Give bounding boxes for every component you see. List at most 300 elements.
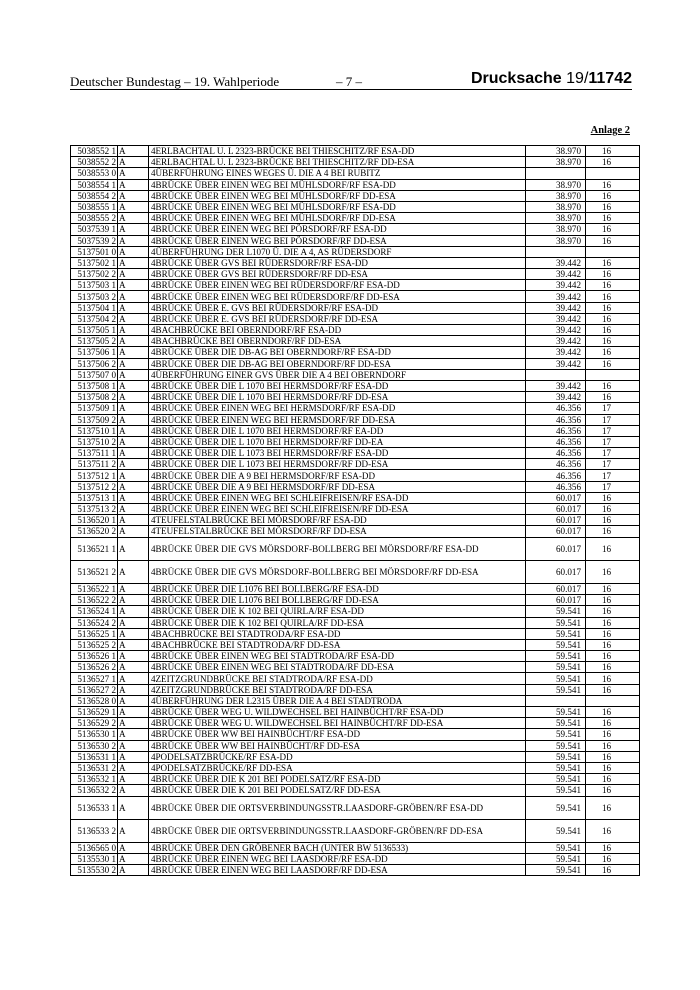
value-cell: 39.442	[526, 257, 586, 268]
road-number-cell: 4	[149, 459, 154, 470]
code-cell: 16	[586, 392, 640, 403]
value-cell: 39.442	[526, 325, 586, 336]
table-row	[71, 729, 640, 740]
table-row	[71, 651, 640, 662]
structure-name-cell: BRÜCKE ÜBER EINEN WEG BEI RÜDERSDORF/RF ESA-DD	[154, 280, 526, 291]
page-header	[70, 70, 632, 90]
value-cell	[526, 168, 586, 179]
road-number-cell: 4	[149, 762, 154, 773]
table-row	[71, 291, 640, 302]
structure-name-cell: BRÜCKE ÜBER WEG U. WILDWECHSEL BEI HAINBÜCHT/RF DD-ESA	[154, 718, 526, 729]
road-number-cell: 4	[149, 560, 154, 583]
structure-id-cell: 5137501 0	[71, 246, 118, 257]
road-number-cell: 4	[149, 740, 154, 751]
structure-name-cell: BACHBRÜCKE BEI OBERNDORF/RF DD-ESA	[154, 336, 526, 347]
class-cell: A	[118, 347, 149, 358]
value-cell: 59.541	[526, 774, 586, 785]
road-number-cell: 4	[149, 526, 154, 537]
code-cell: 16	[586, 729, 640, 740]
structure-name-cell: BRÜCKE ÜBER EINEN WEG BEI MÜHLSDORF/RF DD-ESA	[154, 190, 526, 201]
table-row	[71, 246, 640, 257]
table-row	[71, 448, 640, 459]
table-row	[71, 201, 640, 212]
table-row	[71, 146, 640, 157]
road-number-cell: 4	[149, 201, 154, 212]
table-row	[71, 639, 640, 650]
value-cell: 59.541	[526, 796, 586, 819]
code-cell: 16	[586, 325, 640, 336]
structure-id-cell: 5137504 1	[71, 302, 118, 313]
code-cell	[586, 369, 640, 380]
class-cell: A	[118, 560, 149, 583]
road-number-cell: 4	[149, 325, 154, 336]
value-cell: 59.541	[526, 673, 586, 684]
table-row	[71, 718, 640, 729]
structure-id-cell: 5136565 0	[71, 842, 118, 853]
structure-name-cell: ZEITZGRUNDBRÜCKE BEI STADTRODA/RF DD-ESA	[154, 684, 526, 695]
code-cell: 17	[586, 470, 640, 481]
value-cell: 38.970	[526, 235, 586, 246]
structure-name-cell: BRÜCKE ÜBER DIE L 1070 BEI HERMSDORF/RF ESA-DD	[154, 380, 526, 391]
road-number-cell: 4	[149, 302, 154, 313]
road-number-cell: 4	[149, 583, 154, 594]
road-number-cell: 4	[149, 785, 154, 796]
structure-id-cell: 5137505 2	[71, 336, 118, 347]
structure-name-cell: ÜBERFÜHRUNG EINER GVS ÜBER DIE A 4 BEI OBERNDORF	[154, 369, 526, 380]
class-cell: A	[118, 651, 149, 662]
structure-id-cell: 5136526 1	[71, 651, 118, 662]
table-row	[71, 369, 640, 380]
code-cell: 16	[586, 224, 640, 235]
value-cell: 39.442	[526, 380, 586, 391]
structure-name-cell: BRÜCKE ÜBER GVS BEI RÜDERSDORF/RF ESA-DD	[154, 257, 526, 268]
code-cell: 16	[586, 257, 640, 268]
value-cell: 39.442	[526, 269, 586, 280]
code-cell: 16	[586, 718, 640, 729]
structure-name-cell: BRÜCKE ÜBER DIE L 1070 BEI HERMSDORF/RF EA-DD	[154, 425, 526, 436]
structure-name-cell: BRÜCKE ÜBER DIE DB-AG BEI OBERNDORF/RF DD-ESA	[154, 358, 526, 369]
table-row	[71, 673, 640, 684]
structure-name-cell: BRÜCKE ÜBER DIE L 1070 BEI HERMSDORF/RF DD-EA	[154, 436, 526, 447]
value-cell: 59.541	[526, 639, 586, 650]
table-row	[71, 302, 640, 313]
code-cell: 16	[586, 302, 640, 313]
road-number-cell: 4	[149, 842, 154, 853]
table-row	[71, 751, 640, 762]
structure-id-cell: 5136526 2	[71, 662, 118, 673]
code-cell: 16	[586, 842, 640, 853]
road-number-cell: 4	[149, 336, 154, 347]
table-row	[71, 583, 640, 594]
code-cell: 16	[586, 504, 640, 515]
value-cell: 60.017	[526, 595, 586, 606]
table-row	[71, 684, 640, 695]
code-cell: 16	[586, 651, 640, 662]
structure-name-cell: BRÜCKE ÜBER E. GVS BEI RÜDERSDORF/RF ESA-DD	[154, 302, 526, 313]
table-row	[71, 470, 640, 481]
class-cell: A	[118, 291, 149, 302]
road-number-cell: 4	[149, 157, 154, 168]
value-cell: 59.541	[526, 606, 586, 617]
class-cell: A	[118, 526, 149, 537]
code-cell: 16	[586, 515, 640, 526]
code-cell: 16	[586, 560, 640, 583]
table-row	[71, 436, 640, 447]
structure-name-cell: BRÜCKE ÜBER DIE DB-AG BEI OBERNDORF/RF ESA-DD	[154, 347, 526, 358]
structure-id-cell: 5136525 1	[71, 628, 118, 639]
code-cell: 16	[586, 291, 640, 302]
value-cell: 59.541	[526, 617, 586, 628]
structure-id-cell: 5136532 2	[71, 785, 118, 796]
road-number-cell: 4	[149, 729, 154, 740]
road-number-cell: 4	[149, 168, 154, 179]
structure-id-cell: 5137507 0	[71, 369, 118, 380]
code-cell: 16	[586, 617, 640, 628]
structure-name-cell: ÜBERFÜHRUNG DER L1070 Ü. DIE A 4, AS RÜDERSDORF	[154, 246, 526, 257]
table-row	[71, 425, 640, 436]
table-row	[71, 403, 640, 414]
class-cell: A	[118, 146, 149, 157]
code-cell: 16	[586, 595, 640, 606]
code-cell: 16	[586, 380, 640, 391]
structure-name-cell: BRÜCKE ÜBER EINEN WEG BEI HERMSDORF/RF DD-ESA	[154, 414, 526, 425]
code-cell: 16	[586, 537, 640, 560]
class-cell: A	[118, 865, 149, 876]
road-number-cell: 4	[149, 617, 154, 628]
road-number-cell: 4	[149, 448, 154, 459]
value-cell: 39.442	[526, 291, 586, 302]
structure-name-cell: BRÜCKE ÜBER WEG U. WILDWECHSEL BEI HAINBÜCHT/RF ESA-DD	[154, 707, 526, 718]
class-cell: A	[118, 628, 149, 639]
structure-name-cell: BRÜCKE ÜBER EINEN WEG BEI RÜDERSDORF/RF DD-ESA	[154, 291, 526, 302]
value-cell: 46.356	[526, 459, 586, 470]
class-cell: A	[118, 459, 149, 470]
table-row	[71, 515, 640, 526]
structure-id-cell: 5037539 2	[71, 235, 118, 246]
structure-name-cell: ERLBACHTAL U. L 2323-BRÜCKE BEI THIESCHITZ/RF DD-ESA	[154, 157, 526, 168]
road-number-cell: 4	[149, 246, 154, 257]
value-cell	[526, 695, 586, 706]
structure-id-cell: 5037539 1	[71, 224, 118, 235]
structure-name-cell: BRÜCKE ÜBER EINEN WEG BEI STADTRODA/RF DD-ESA	[154, 662, 526, 673]
table-row	[71, 819, 640, 842]
structure-id-cell: 5136521 1	[71, 537, 118, 560]
class-cell: A	[118, 201, 149, 212]
table-row	[71, 459, 640, 470]
code-cell: 16	[586, 628, 640, 639]
structure-id-cell: 5137512 1	[71, 470, 118, 481]
class-cell: A	[118, 796, 149, 819]
value-cell: 59.541	[526, 865, 586, 876]
road-number-cell: 4	[149, 639, 154, 650]
parliament-period: Deutscher Bundestag – 19. Wahlperiode	[70, 74, 280, 89]
document-number	[471, 70, 632, 88]
table-row	[71, 325, 640, 336]
code-cell: 16	[586, 313, 640, 324]
table-row	[71, 740, 640, 751]
table-row	[71, 313, 640, 324]
class-cell: A	[118, 369, 149, 380]
class-cell: A	[118, 425, 149, 436]
road-number-cell: 4	[149, 718, 154, 729]
road-number-cell: 4	[149, 662, 154, 673]
structure-name-cell: TEUFELSTALBRÜCKE BEI MÖRSDORF/RF DD-ESA	[154, 526, 526, 537]
page-number: – 7 –	[336, 74, 362, 89]
value-cell: 38.970	[526, 201, 586, 212]
road-number-cell: 4	[149, 190, 154, 201]
value-cell: 59.541	[526, 785, 586, 796]
structure-name-cell: BRÜCKE ÜBER DIE L1076 BEI BOLLBERG/RF DD-ESA	[154, 595, 526, 606]
structure-name-cell: BRÜCKE ÜBER DIE A 9 BEI HERMSDORF/RF DD-ESA	[154, 481, 526, 492]
structure-name-cell: BRÜCKE ÜBER DIE K 102 BEI QUIRLA/RF DD-ESA	[154, 617, 526, 628]
table-row	[71, 235, 640, 246]
code-cell: 17	[586, 414, 640, 425]
structure-id-cell: 5136532 1	[71, 774, 118, 785]
code-cell: 16	[586, 819, 640, 842]
structure-name-cell: ÜBERFÜHRUNG DER L2315 ÜBER DIE A 4 BEI STADTRODA	[154, 695, 526, 706]
structure-name-cell: BRÜCKE ÜBER DIE L 1073 BEI HERMSDORF/RF DD-ESA	[154, 459, 526, 470]
structure-name-cell: BRÜCKE ÜBER DIE GVS MÖRSDORF-BOLLBERG BEI MÖRSDORF/RF ESA-DD	[154, 537, 526, 560]
structure-name-cell: TEUFELSTALBRÜCKE BEI MÖRSDORF/RF ESA-DD	[154, 515, 526, 526]
structure-id-cell: 5136529 1	[71, 707, 118, 718]
code-cell: 16	[586, 492, 640, 503]
structure-name-cell: BRÜCKE ÜBER GVS BEI RÜDERSDORF/RF DD-ESA	[154, 269, 526, 280]
structure-name-cell: BRÜCKE ÜBER EINEN WEG BEI PÖRSDORF/RF ESA-DD	[154, 224, 526, 235]
class-cell: A	[118, 504, 149, 515]
annex-label: Anlage 2	[590, 125, 630, 136]
structure-id-cell: 5137509 2	[71, 414, 118, 425]
value-cell: 39.442	[526, 302, 586, 313]
value-cell: 39.442	[526, 358, 586, 369]
class-cell: A	[118, 762, 149, 773]
structure-name-cell: ERLBACHTAL U. L 2323-BRÜCKE BEI THIESCHITZ/RF ESA-DD	[154, 146, 526, 157]
road-number-cell: 4	[149, 819, 154, 842]
class-cell: A	[118, 414, 149, 425]
structure-name-cell: BRÜCKE ÜBER EINEN WEG BEI MÜHLSDORF/RF ESA-DD	[154, 179, 526, 190]
value-cell: 39.442	[526, 392, 586, 403]
structure-id-cell: 5137503 1	[71, 280, 118, 291]
value-cell: 38.970	[526, 146, 586, 157]
table-row	[71, 595, 640, 606]
structure-id-cell: 5137512 2	[71, 481, 118, 492]
value-cell: 46.356	[526, 470, 586, 481]
road-number-cell: 4	[149, 651, 154, 662]
code-cell: 16	[586, 201, 640, 212]
table-row	[71, 224, 640, 235]
structure-name-cell: ÜBERFÜHRUNG EINES WEGES Ü. DIE A 4 BEI RUBITZ	[154, 168, 526, 179]
class-cell: A	[118, 854, 149, 865]
table-row	[71, 774, 640, 785]
value-cell: 59.541	[526, 628, 586, 639]
value-cell: 59.541	[526, 854, 586, 865]
structure-name-cell: ZEITZGRUNDBRÜCKE BEI STADTRODA/RF ESA-DD	[154, 673, 526, 684]
code-cell: 17	[586, 436, 640, 447]
bridge-table	[70, 145, 640, 876]
road-number-cell: 4	[149, 313, 154, 324]
class-cell: A	[118, 190, 149, 201]
table-row	[71, 628, 640, 639]
document-period: 19/	[566, 70, 589, 87]
class-cell: A	[118, 774, 149, 785]
code-cell: 16	[586, 269, 640, 280]
road-number-cell: 4	[149, 865, 154, 876]
table-row	[71, 492, 640, 503]
class-cell: A	[118, 448, 149, 459]
structure-name-cell: BRÜCKE ÜBER WW BEI HAINBÜCHT/RF DD-ESA	[154, 740, 526, 751]
road-number-cell: 4	[149, 347, 154, 358]
structure-id-cell: 5136522 1	[71, 583, 118, 594]
structure-id-cell: 5135530 1	[71, 854, 118, 865]
table-row	[71, 526, 640, 537]
road-number-cell: 4	[149, 425, 154, 436]
code-cell: 17	[586, 403, 640, 414]
structure-id-cell: 5136531 1	[71, 751, 118, 762]
road-number-cell: 4	[149, 358, 154, 369]
code-cell: 16	[586, 662, 640, 673]
code-cell	[586, 246, 640, 257]
class-cell: A	[118, 492, 149, 503]
value-cell: 39.442	[526, 313, 586, 324]
table-row	[71, 414, 640, 425]
structure-id-cell: 5136520 1	[71, 515, 118, 526]
structure-name-cell: BRÜCKE ÜBER DEN GRÖBENER BACH (UNTER BW 5136533)	[154, 842, 526, 853]
code-cell: 16	[586, 785, 640, 796]
value-cell: 60.017	[526, 515, 586, 526]
class-cell: A	[118, 606, 149, 617]
code-cell: 17	[586, 448, 640, 459]
value-cell: 59.541	[526, 842, 586, 853]
table-row	[71, 392, 640, 403]
class-cell: A	[118, 842, 149, 853]
structure-name-cell: BRÜCKE ÜBER DIE A 9 BEI HERMSDORF/RF ESA-DD	[154, 470, 526, 481]
table-row	[71, 481, 640, 492]
code-cell: 16	[586, 751, 640, 762]
structure-id-cell: 5137505 1	[71, 325, 118, 336]
structure-id-cell: 5137510 1	[71, 425, 118, 436]
table-row	[71, 707, 640, 718]
code-cell: 16	[586, 854, 640, 865]
structure-id-cell: 5136522 2	[71, 595, 118, 606]
class-cell: A	[118, 785, 149, 796]
value-cell: 38.970	[526, 179, 586, 190]
value-cell	[526, 369, 586, 380]
structure-name-cell: BRÜCKE ÜBER DIE K 201 BEI PODELSATZ/RF DD-ESA	[154, 785, 526, 796]
table-row	[71, 854, 640, 865]
value-cell: 59.541	[526, 684, 586, 695]
code-cell: 16	[586, 526, 640, 537]
value-cell: 46.356	[526, 403, 586, 414]
code-cell: 17	[586, 425, 640, 436]
structure-name-cell: BRÜCKE ÜBER DIE GVS MÖRSDORF-BOLLBERG BEI MÖRSDORF/RF DD-ESA	[154, 560, 526, 583]
road-number-cell: 4	[149, 403, 154, 414]
class-cell: A	[118, 740, 149, 751]
structure-name-cell: BRÜCKE ÜBER EINEN WEG BEI SCHLEIFREISEN/RF DD-ESA	[154, 504, 526, 515]
value-cell: 39.442	[526, 280, 586, 291]
structure-name-cell: BACHBRÜCKE BEI STADTRODA/RF ESA-DD	[154, 628, 526, 639]
road-number-cell: 4	[149, 481, 154, 492]
structure-name-cell: BRÜCKE ÜBER DIE K 201 BEI PODELSATZ/RF ESA-DD	[154, 774, 526, 785]
class-cell: A	[118, 481, 149, 492]
code-cell: 16	[586, 179, 640, 190]
structure-name-cell: PODELSATZBRÜCKE/RF DD-ESA	[154, 762, 526, 773]
class-cell: A	[118, 179, 149, 190]
structure-id-cell: 5038555 1	[71, 201, 118, 212]
road-number-cell: 4	[149, 470, 154, 481]
road-number-cell: 4	[149, 673, 154, 684]
value-cell: 38.970	[526, 190, 586, 201]
road-number-cell: 4	[149, 707, 154, 718]
road-number-cell: 4	[149, 269, 154, 280]
code-cell: 16	[586, 583, 640, 594]
structure-id-cell: 5136533 2	[71, 819, 118, 842]
structure-id-cell: 5038553 0	[71, 168, 118, 179]
structure-id-cell: 5137506 1	[71, 347, 118, 358]
value-cell: 38.970	[526, 213, 586, 224]
value-cell: 60.017	[526, 537, 586, 560]
code-cell: 16	[586, 774, 640, 785]
class-cell: A	[118, 246, 149, 257]
code-cell: 16	[586, 190, 640, 201]
table-row	[71, 347, 640, 358]
road-number-cell: 4	[149, 392, 154, 403]
table-row	[71, 785, 640, 796]
structure-id-cell: 5136525 2	[71, 639, 118, 650]
code-cell: 17	[586, 481, 640, 492]
class-cell: A	[118, 537, 149, 560]
structure-id-cell: 5136529 2	[71, 718, 118, 729]
value-cell: 59.541	[526, 751, 586, 762]
structure-id-cell: 5136533 1	[71, 796, 118, 819]
road-number-cell: 4	[149, 537, 154, 560]
value-cell: 60.017	[526, 583, 586, 594]
class-cell: A	[118, 639, 149, 650]
structure-id-cell: 5136527 2	[71, 684, 118, 695]
structure-id-cell: 5136521 2	[71, 560, 118, 583]
structure-name-cell: BACHBRÜCKE BEI OBERNDORF/RF ESA-DD	[154, 325, 526, 336]
road-number-cell: 4	[149, 684, 154, 695]
structure-id-cell: 5137504 2	[71, 313, 118, 324]
table-row	[71, 865, 640, 876]
road-number-cell: 4	[149, 695, 154, 706]
class-cell: A	[118, 302, 149, 313]
value-cell: 46.356	[526, 414, 586, 425]
structure-id-cell: 5137513 1	[71, 492, 118, 503]
road-number-cell: 4	[149, 179, 154, 190]
table-row	[71, 617, 640, 628]
structure-id-cell: 5136530 1	[71, 729, 118, 740]
road-number-cell: 4	[149, 213, 154, 224]
class-cell: A	[118, 280, 149, 291]
road-number-cell: 4	[149, 257, 154, 268]
class-cell: A	[118, 269, 149, 280]
code-cell: 17	[586, 459, 640, 470]
class-cell: A	[118, 224, 149, 235]
structure-id-cell: 5038554 1	[71, 179, 118, 190]
class-cell: A	[118, 583, 149, 594]
structure-name-cell: BRÜCKE ÜBER E. GVS BEI RÜDERSDORF/RF DD-ESA	[154, 313, 526, 324]
road-number-cell: 4	[149, 492, 154, 503]
structure-id-cell: 5137509 1	[71, 403, 118, 414]
value-cell	[526, 246, 586, 257]
structure-name-cell: BRÜCKE ÜBER DIE ORTSVERBINDUNGSSTR.LAASDORF-GRÖBEN/RF DD-ESA	[154, 819, 526, 842]
value-cell: 39.442	[526, 347, 586, 358]
value-cell: 39.442	[526, 336, 586, 347]
class-cell: A	[118, 695, 149, 706]
class-cell: A	[118, 673, 149, 684]
code-cell	[586, 168, 640, 179]
road-number-cell: 4	[149, 436, 154, 447]
structure-id-cell: 5136527 1	[71, 673, 118, 684]
